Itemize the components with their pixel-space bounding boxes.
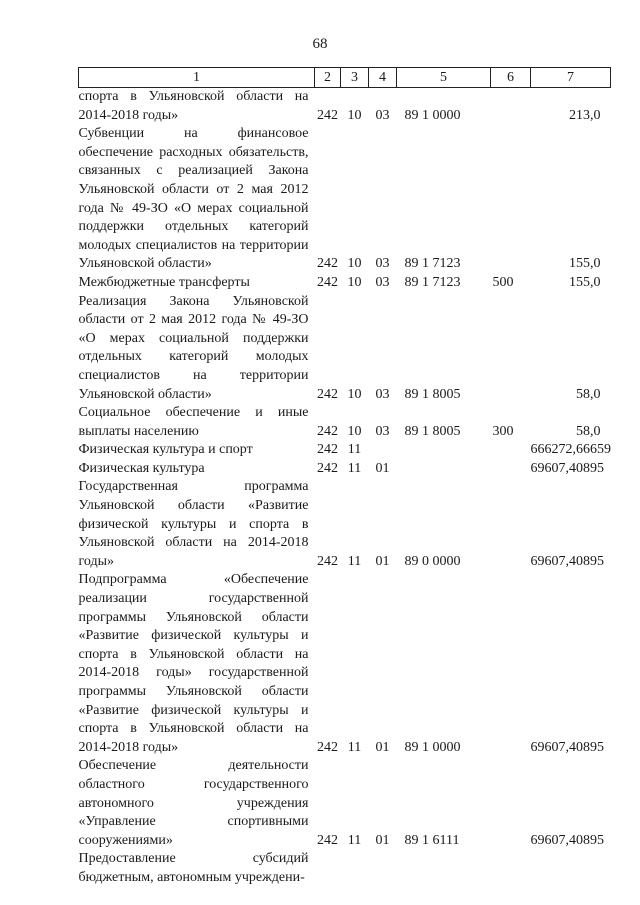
row-subsection-code: 01 [375, 832, 390, 848]
col-header-ministry: 2 [315, 68, 341, 88]
row-target-article: 89 1 8005 [404, 386, 461, 402]
row-target-article: 89 1 0000 [404, 107, 461, 123]
row-name: Предоставление субсидий бюджетным, автономным учреждени- [78, 851, 309, 885]
row-ministry-code: 242 [317, 423, 338, 439]
row-ministry-code [315, 850, 341, 887]
row-name: Подпрограмма «Обеспечение реализации государственной программы Ульяновской области «Развитие физической культуры и спорта в Ульяновской области на 2014-2018 годы» государственной программы Ульяновской области «Развитие физической культуры и спорта в Ульяновской области на 2014-2018 годы» [78, 572, 309, 755]
table-row [79, 404, 611, 441]
header-row [79, 68, 611, 88]
row-amount: 155,0 [569, 274, 601, 290]
col-header-name: 1 [79, 68, 315, 88]
row-target-article [397, 850, 491, 887]
row-subsection-code: 03 [375, 107, 390, 123]
row-subsection-code: 01 [375, 739, 390, 755]
col-header-expense-type: 6 [491, 68, 531, 88]
table-row [79, 125, 611, 274]
row-section-code: 10 [347, 423, 362, 439]
row-ministry-code: 242 [317, 553, 338, 569]
row-section-code: 11 [347, 832, 362, 848]
row-expense-type: 300 [492, 423, 514, 439]
row-section-code [341, 850, 369, 887]
row-ministry-code: 242 [317, 442, 338, 458]
row-section-code: 11 [347, 739, 362, 755]
row-section-code: 10 [347, 386, 362, 402]
row-amount: 69607,40895 [530, 460, 604, 476]
row-name: Физическая культура [78, 460, 205, 476]
row-ministry-code: 242 [317, 460, 338, 476]
row-target-article: 89 1 6111 [404, 832, 460, 848]
row-subsection-code [369, 850, 397, 887]
row-section-code: 10 [347, 274, 362, 290]
row-target-article: 89 0 0000 [404, 553, 461, 569]
row-name: Государственная программа Ульяновской области «Развитие физической культуры и спорта в Ульяновской области на 2014-2018 годы» [78, 479, 309, 569]
row-subsection-code: 01 [375, 553, 390, 569]
row-amount: 666272,66659 [530, 442, 611, 458]
table-row [79, 88, 611, 126]
row-expense-type [491, 571, 531, 757]
row-subsection-code [369, 441, 397, 460]
table-row [79, 757, 611, 850]
row-name: спорта в Ульяновской области на 2014-2018 годы» [78, 89, 309, 123]
row-expense-type [491, 850, 531, 887]
table-row [79, 850, 611, 887]
row-ministry-code: 242 [317, 256, 338, 272]
col-header-section: 3 [341, 68, 369, 88]
row-name: Обеспечение деятельности областного государственного автономного учреждения «Управление спортивными сооружениями» [78, 758, 309, 848]
row-ministry-code: 242 [317, 107, 338, 123]
row-expense-type [491, 125, 531, 274]
row-subsection-code: 01 [375, 460, 390, 476]
row-amount: 213,0 [569, 107, 601, 123]
table-row [79, 274, 611, 293]
row-amount: 58,0 [576, 423, 601, 439]
row-section-code: 11 [347, 460, 362, 476]
row-ministry-code: 242 [317, 739, 338, 755]
row-ministry-code: 242 [317, 832, 338, 848]
row-target-article: 89 1 8005 [404, 423, 461, 439]
row-expense-type [491, 293, 531, 405]
row-subsection-code: 03 [375, 423, 390, 439]
row-expense-type [491, 460, 531, 479]
row-expense-type [491, 478, 531, 571]
row-subsection-code: 03 [375, 274, 390, 290]
budget-table [78, 67, 611, 888]
col-header-amount: 7 [531, 68, 611, 88]
col-header-target-article: 5 [397, 68, 491, 88]
table-row [79, 478, 611, 571]
row-subsection-code: 03 [375, 386, 390, 402]
row-amount: 155,0 [569, 256, 601, 272]
row-amount [531, 850, 611, 887]
row-target-article: 89 1 7123 [404, 274, 461, 290]
row-name: Межбюджетные трансферты [78, 274, 250, 290]
row-section-code: 11 [347, 442, 362, 458]
row-expense-type: 500 [492, 274, 514, 290]
row-target-article: 89 1 0000 [404, 739, 461, 755]
row-amount: 69607,40895 [530, 832, 604, 848]
row-name: Субвенции на финансовое обеспечение расходных обязательств, связанных с реализацией Закона Ульяновской области от 2 мая 2012 года № 49-ЗО «О мерах социальной поддержки отдельных категорий молодых специалистов на территории Ульяновской области» [78, 126, 309, 272]
table-row [79, 460, 611, 479]
row-section-code: 10 [347, 107, 362, 123]
row-expense-type [491, 88, 531, 126]
row-ministry-code: 242 [317, 274, 338, 290]
row-expense-type [491, 757, 531, 850]
row-amount: 69607,40895 [530, 739, 604, 755]
row-section-code: 11 [347, 553, 362, 569]
row-name: Физическая культура и спорт [78, 442, 253, 458]
table-row [79, 293, 611, 405]
row-expense-type [491, 441, 531, 460]
row-name: Социальное обеспечение и иные выплаты населению [78, 405, 309, 439]
row-subsection-code: 03 [375, 256, 390, 272]
table-row [79, 571, 611, 757]
row-amount: 58,0 [576, 386, 601, 402]
row-target-article [397, 460, 491, 479]
row-target-article: 89 1 7123 [404, 256, 461, 272]
page-number: 68 [312, 36, 328, 52]
col-header-subsection: 4 [369, 68, 397, 88]
row-section-code: 10 [347, 256, 362, 272]
row-name: Реализация Закона Ульяновской области от 2 мая 2012 года № 49-ЗО «О мерах социальной поддержки отдельных категорий молодых специалистов на территории Ульяновской области» [78, 293, 309, 402]
row-ministry-code: 242 [317, 386, 338, 402]
row-target-article [397, 441, 491, 460]
table-row [79, 441, 611, 460]
row-amount: 69607,40895 [530, 553, 604, 569]
